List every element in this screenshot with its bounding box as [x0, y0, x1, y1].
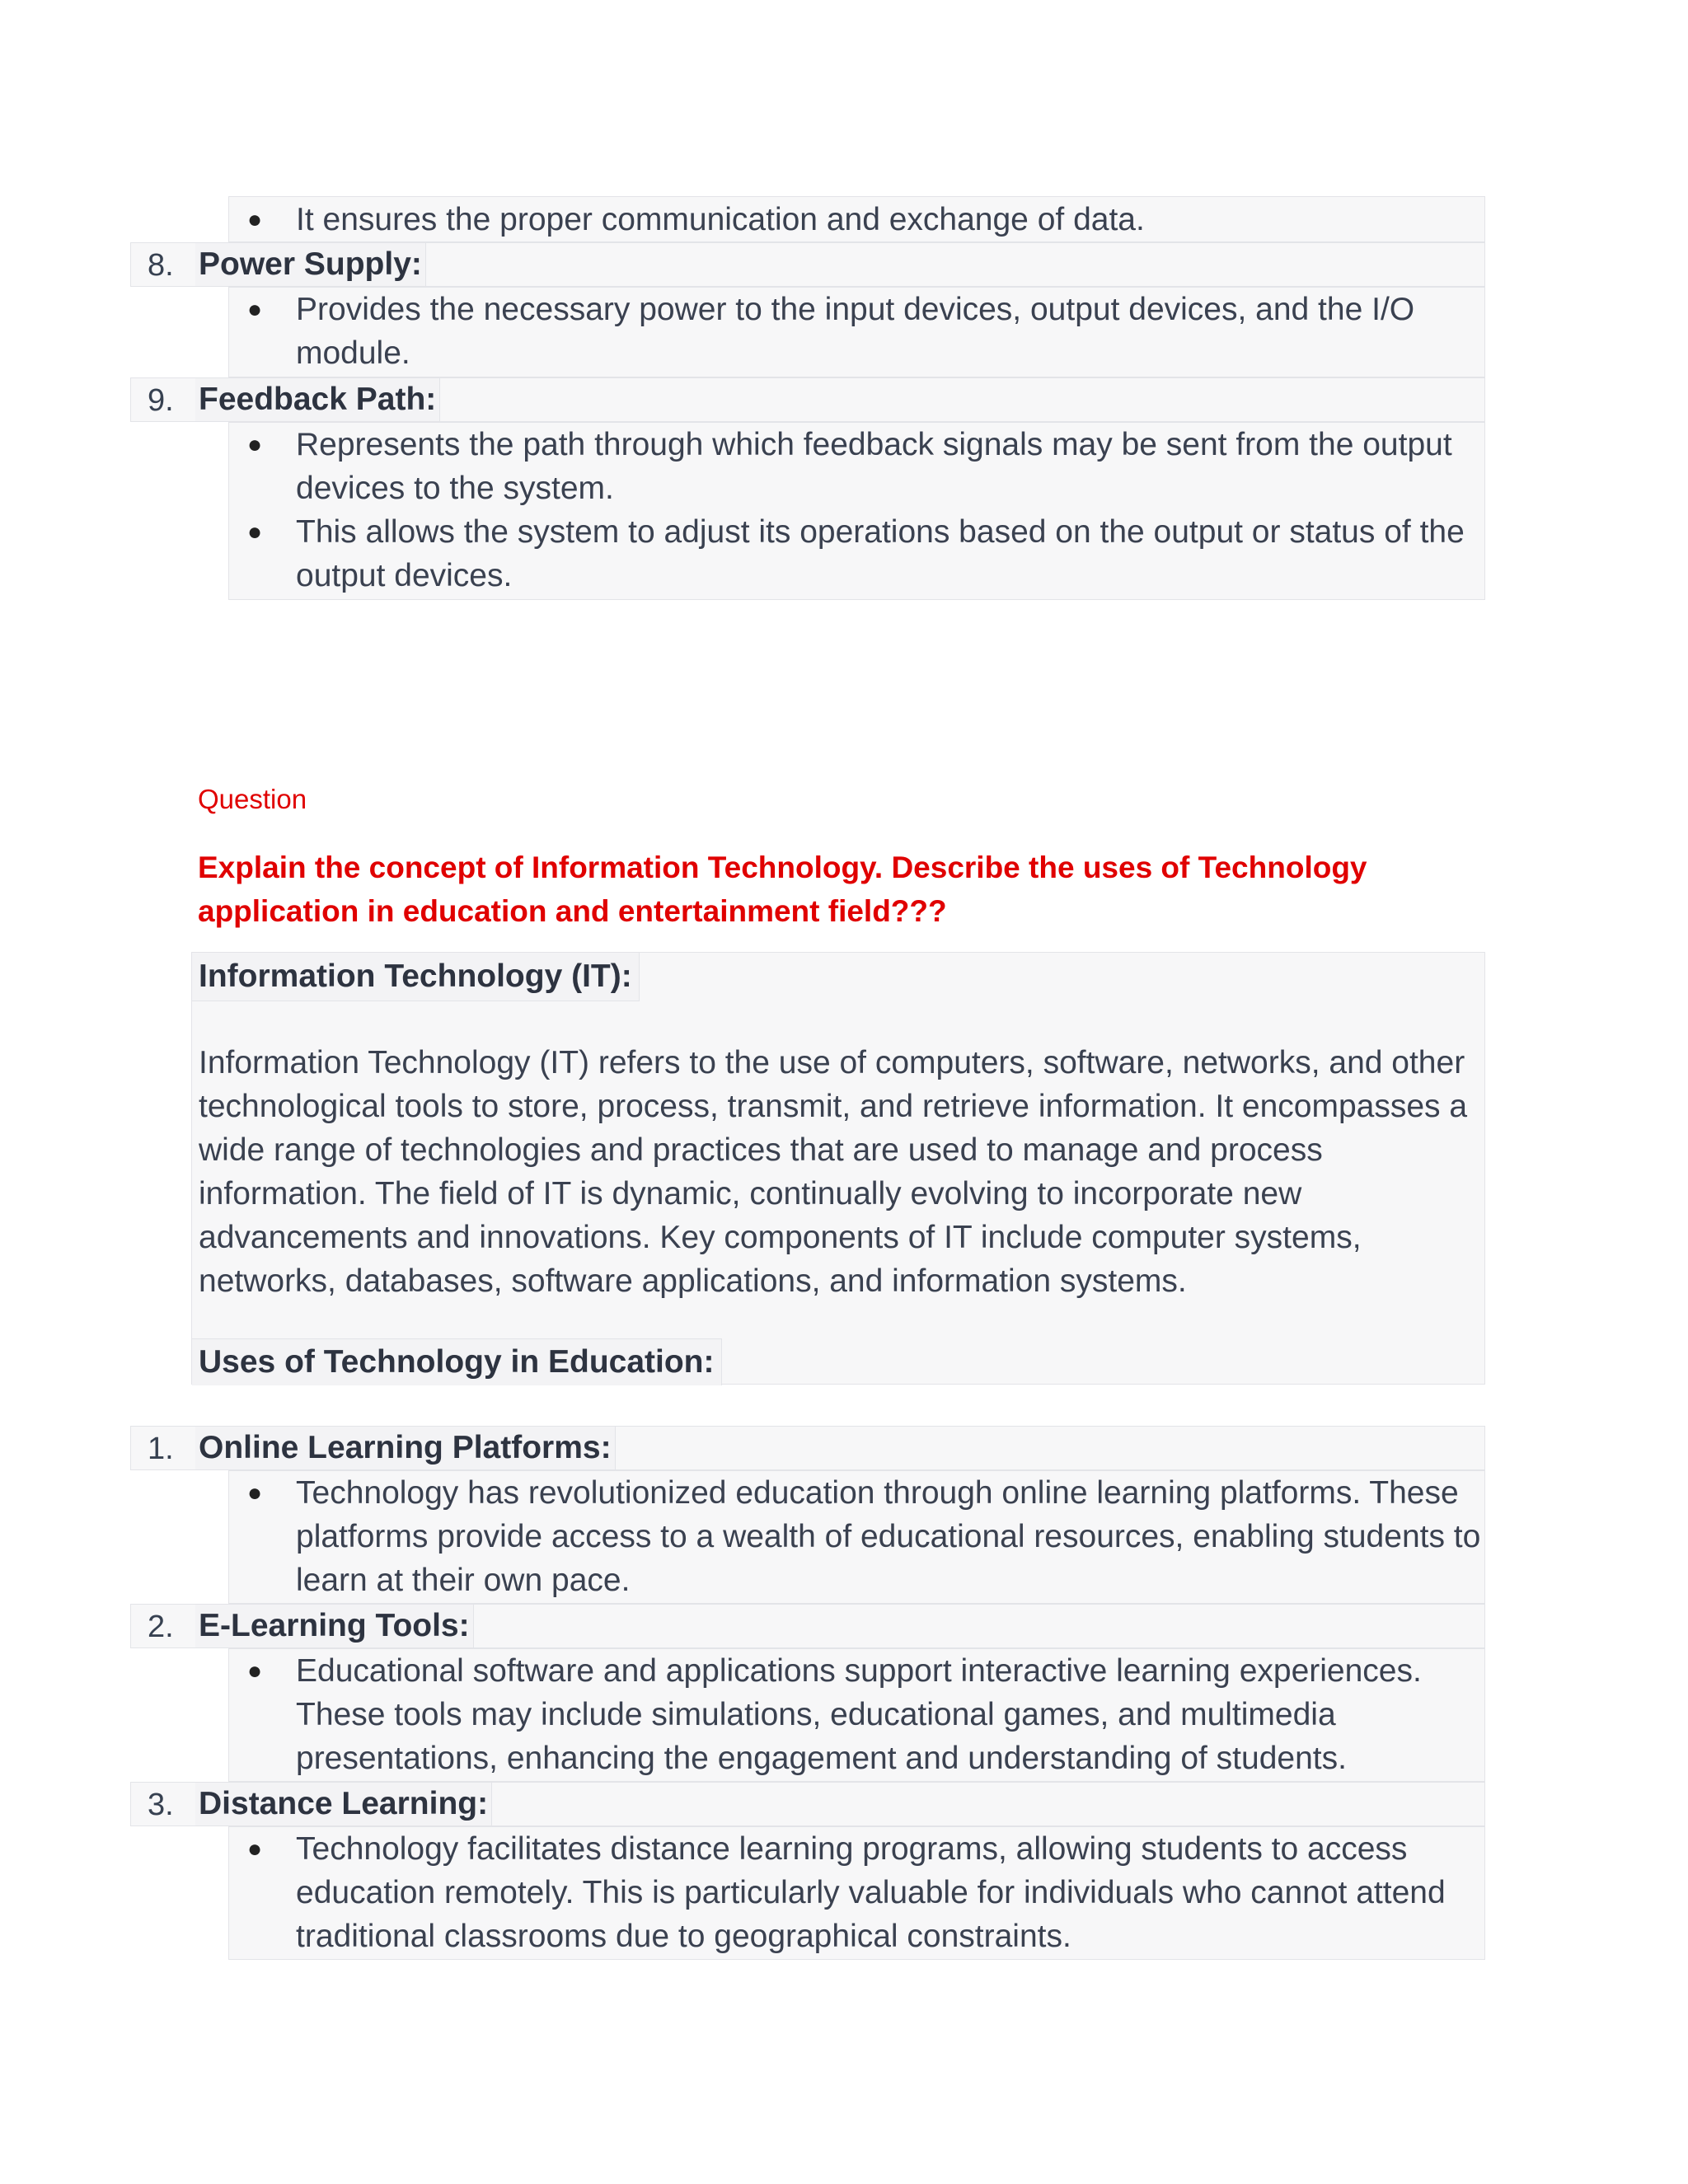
list-item-feedback-path [130, 377, 1485, 422]
list-item-online-learning [130, 1426, 1485, 1470]
bullet-text: This allows the system to adjust its operations based on the output or status of the output devices. [296, 514, 1465, 593]
bullet-text: Provides the necessary power to the input devices, output devices, and the I/O module. [296, 292, 1415, 371]
bullet-block-online-learning [228, 1470, 1485, 1604]
it-definition-block [191, 952, 1485, 1385]
question-label: Question [198, 784, 307, 814]
bullet-block-power-supply [228, 287, 1485, 377]
list-number: 3. [148, 1788, 174, 1822]
bullet-text: Represents the path through which feedback signals may be sent from the output devices to the system. [296, 427, 1452, 506]
list-heading: Distance Learning: [195, 1783, 492, 1825]
bullet-text: It ensures the proper communication and exchange of data. [296, 202, 1145, 237]
bullet-dot-icon: ● [247, 1835, 263, 1863]
education-uses-heading: Uses of Technology in Education: [192, 1338, 722, 1385]
list-heading: E-Learning Tools: [195, 1605, 474, 1647]
bullet-block-feedback-path [228, 422, 1485, 600]
bullet-text: Educational software and applications support interactive learning experiences. These tools may include simulations, educational games, and multimedia presentations, enhancing the engagement and understanding of students. [296, 1653, 1422, 1776]
bullet-dot-icon: ● [247, 1479, 263, 1507]
list-heading: Power Supply: [195, 243, 426, 286]
list-number: 9. [148, 383, 174, 418]
it-paragraph: Information Technology (IT) refers to the use of computers, software, networks, and other technological tools to store, process, transmit, and retrieve information. It encompasses a wide range of technologies and practices that are used to manage and process information. The field of IT is dynamic, continually evolving to incorporate new advancements and innovations. Key components of IT include computer systems, networks, databases, software applications, and information systems. [199, 1045, 1468, 1299]
it-heading: Information Technology (IT): [192, 953, 640, 1001]
bullet-text: Technology has revolutionized education through online learning platforms. These platforms provide access to a wealth of educational resources, enabling students to learn at their own pace. [296, 1475, 1481, 1598]
list-heading: Online Learning Platforms: [195, 1427, 616, 1469]
bullet-dot-icon: ● [247, 1657, 263, 1685]
bullet-dot-icon: ● [247, 431, 263, 458]
question-text: Explain the concept of Information Technology. Describe the uses of Technology application in education and entertainment field??? [198, 851, 1367, 928]
bullet-block-communication [228, 196, 1485, 242]
bullet-block-distance-learning [228, 1826, 1485, 1960]
list-number: 1. [148, 1432, 174, 1466]
bullet-dot-icon: ● [247, 206, 263, 233]
list-heading: Feedback Path: [195, 378, 440, 421]
bullet-dot-icon: ● [247, 296, 263, 323]
list-item-power-supply [130, 242, 1485, 287]
bullet-dot-icon: ● [247, 518, 263, 546]
bullet-text: Technology facilitates distance learning programs, allowing students to access education remotely. This is particularly valuable for individuals who cannot attend traditional classrooms due to geographical constraints. [296, 1831, 1446, 1954]
list-item-e-learning-tools [130, 1604, 1485, 1648]
list-item-distance-learning [130, 1782, 1485, 1826]
list-number: 2. [148, 1610, 174, 1644]
list-number: 8. [148, 248, 174, 283]
bullet-block-e-learning-tools [228, 1648, 1485, 1782]
